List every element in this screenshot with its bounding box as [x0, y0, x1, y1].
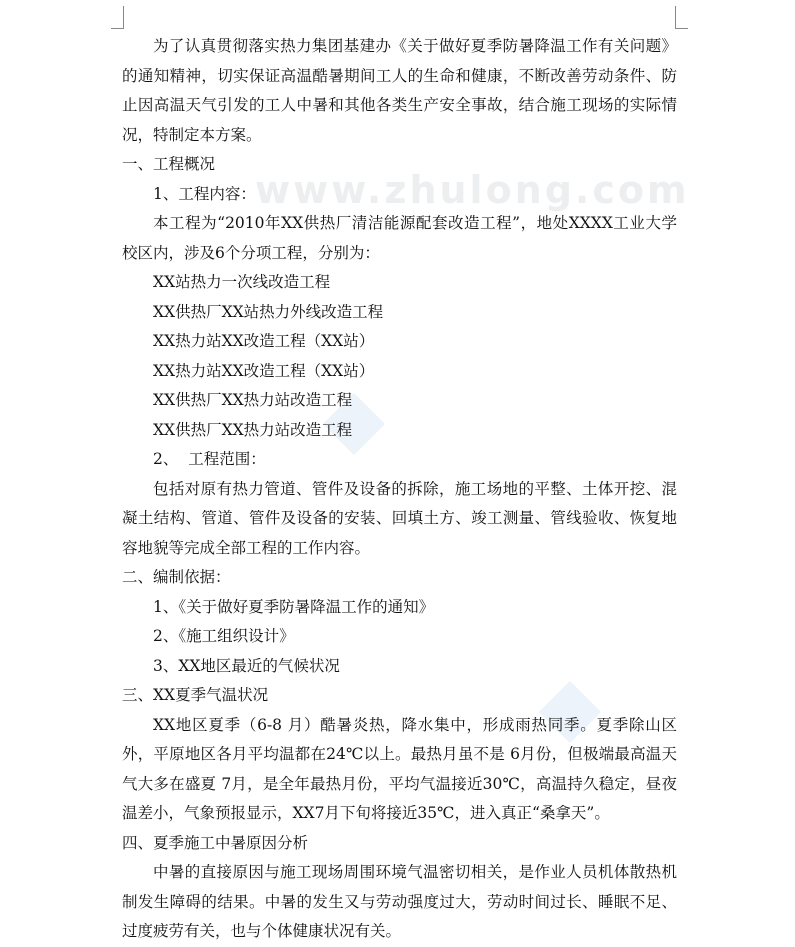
- list-item: 1、《关于做好夏季防暑降温工作的通知》: [153, 597, 435, 616]
- list-item: XX供热厂XX热力站改造工程: [153, 391, 353, 409]
- paragraph: 包括对原有热力管道、管件及设备的拆除，施工场地的平整、土体开挖、混凝土结构、管道、管件及设备的安装、回填土方、竣工测量、管线验收、恢复地容地貌等完成全部工程的工作内容。: [122, 479, 677, 557]
- paragraph: 本工程为“2010年XX供热厂清洁能源配套改造工程”，地处XXXX工业大学校区内，涉及6个分项工程，分别为：: [122, 214, 677, 262]
- list-item: XX供热厂XX站热力外线改造工程: [153, 302, 384, 321]
- subsection-heading: 1、工程内容：: [153, 184, 256, 203]
- intro-paragraph: 为了认真贯彻落实热力集团基建办《关于做好夏季防暑降温工作有关问题》的通知精神，切实保证高温酷暑期间工人的生命和健康，不断改善劳动条件、防止因高温天气引发的工人中暑和其他各类生产安全事故，结合施工现场的实际情况，特制定本方案。: [122, 37, 677, 144]
- document-body: [122, 32, 677, 947]
- section-heading: 二、编制依据：: [122, 568, 231, 586]
- list-item: 3、XX地区最近的气候状况: [153, 656, 340, 675]
- list-item: XX站热力一次线改造工程: [153, 273, 331, 291]
- paragraph: XX地区夏季（6-8 月）酷暑炎热，降水集中，形成雨热同季。夏季除山区外，平原地区各月平均温都在24℃以上。最热月虽不是 6月份，但极端最高温天气大多在盛夏 7月，是全年最热月份，平均气温接近30℃，高温持久稳定，昼夜温差小，气象预报显示，XX7月下旬将接近35℃，进入真正“桑拿天”。: [122, 715, 677, 822]
- subsection-heading: 2、 工程范围：: [153, 450, 266, 468]
- crop-mark-top-left: [111, 6, 124, 29]
- crop-mark-top-right: [675, 6, 688, 29]
- section-heading: 四、夏季施工中暑原因分析: [122, 833, 309, 852]
- paragraph: 中暑的直接原因与施工现场周围环境气温密切相关，是作业人员机体散热机制发生障碍的结果。中暑的发生又与劳动强度过大，劳动时间过长、睡眠不足、过度疲劳有关，也与个体健康状况有关。: [122, 863, 677, 940]
- section-heading: 一、工程概况: [122, 155, 216, 173]
- list-item: XX热力站XX改造工程（XX站）: [153, 332, 375, 350]
- list-item: XX供热厂XX热力站改造工程: [153, 420, 353, 439]
- watermark-text: www.zhulong.com: [255, 168, 690, 212]
- list-item: 2、《施工组织设计》: [153, 627, 295, 645]
- list-item: XX热力站XX改造工程（XX站）: [153, 361, 375, 380]
- section-heading: 三、XX夏季气温状况: [122, 686, 269, 704]
